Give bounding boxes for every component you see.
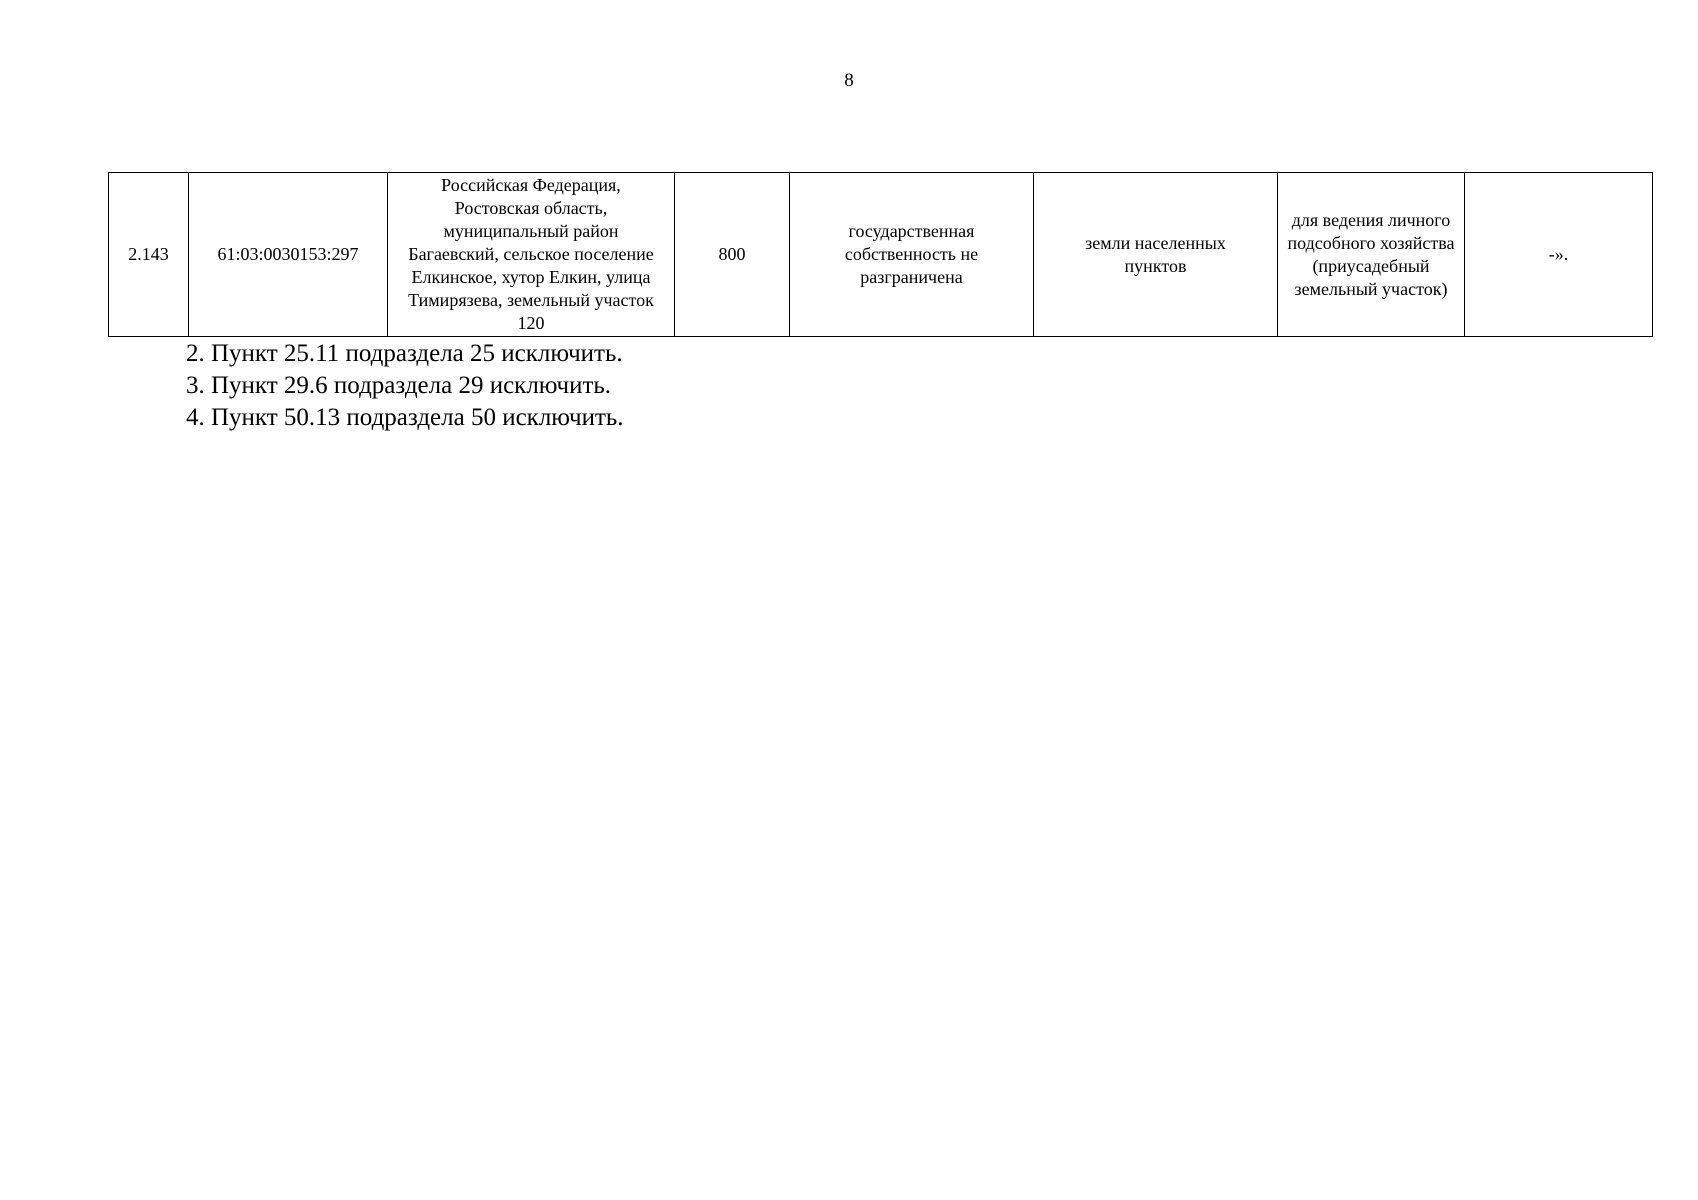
- land-plot-table: [108, 172, 1653, 337]
- page-number: 8: [844, 70, 854, 91]
- note-cell: -».: [1465, 173, 1653, 337]
- amendment-items: [186, 338, 624, 434]
- table-row: [109, 173, 1653, 337]
- amendment-item: 2. Пункт 25.11 подраздела 25 исключить.: [186, 340, 623, 367]
- amendment-item: 4. Пункт 50.13 подраздела 50 исключить.: [186, 404, 624, 431]
- area-cell: 800: [675, 173, 790, 337]
- address-cell: Российская Федерация, Ростовская область, муниципальный район Багаевский, сельское поселение Елкинское, хутор Елкин, улица Тимирязева, земельный участок 120: [388, 173, 675, 337]
- permitted-use-cell: для ведения личного подсобного хозяйства (приусадебный земельный участок): [1278, 173, 1465, 337]
- ownership-cell: государственная собственность не разграничена: [790, 173, 1034, 337]
- cadastral-number-cell: 61:03:0030153:297: [189, 173, 388, 337]
- amendment-item: 3. Пункт 29.6 подраздела 29 исключить.: [186, 372, 612, 399]
- land-category-cell: земли населенных пунктов: [1034, 173, 1278, 337]
- row-number-cell: 2.143: [109, 173, 189, 337]
